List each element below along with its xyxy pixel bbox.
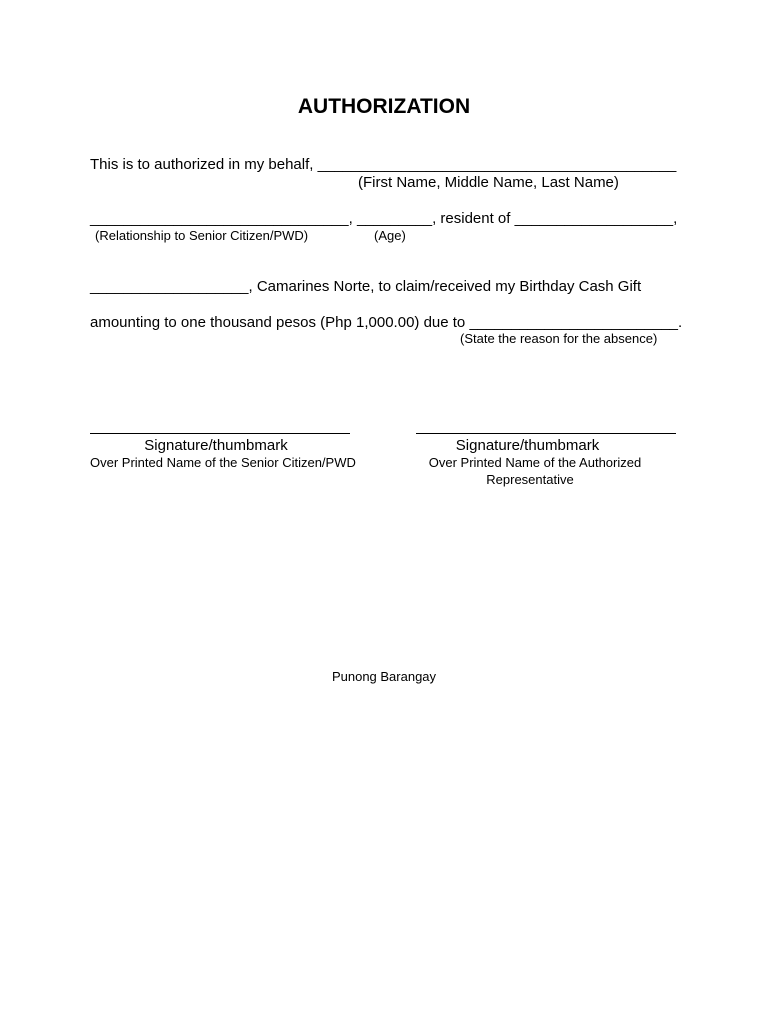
- senior-citizen-printed-name-label: Over Printed Name of the Senior Citizen/PWD: [90, 455, 356, 470]
- representative-signature-line: [416, 433, 676, 434]
- authorization-line-3: [90, 279, 641, 294]
- senior-citizen-signature-line: [90, 433, 350, 434]
- document-title: AUTHORIZATION: [297, 95, 471, 118]
- relationship-blank: _______________________________: [90, 210, 349, 227]
- separator: ,: [348, 210, 357, 227]
- authorized-person-name-blank: ___________________________________________: [317, 156, 677, 173]
- representative-printed-name-label-1: Over Printed Name of the Authorized: [428, 455, 642, 470]
- reason-caption: (State the reason for the absence): [460, 331, 658, 346]
- age-blank: _________: [356, 210, 433, 227]
- authorization-line-4: [90, 315, 682, 330]
- line-end-comma: ,: [673, 210, 678, 227]
- authorization-intro-text: This is to authorized in my behalf,: [90, 156, 318, 173]
- reason-blank: _________________________: [469, 314, 679, 331]
- amount-text: amounting to one thousand pesos (Php 1,000.00) due to: [90, 314, 470, 331]
- authorization-line-1: [90, 157, 676, 172]
- resident-of-text: , resident of: [432, 210, 515, 227]
- representative-signature-label: Signature/thumbmark: [455, 437, 600, 454]
- barangay-blank: ___________________: [90, 278, 249, 295]
- punong-barangay-label: Punong Barangay: [331, 669, 437, 684]
- residence-blank: ___________________: [514, 210, 674, 227]
- senior-citizen-signature-label: Signature/thumbmark: [144, 437, 288, 454]
- age-caption: (Age): [374, 228, 406, 243]
- representative-printed-name-label-2: Representative: [486, 472, 574, 487]
- name-field-caption: (First Name, Middle Name, Last Name): [358, 174, 619, 191]
- authorization-line-2: [90, 211, 677, 226]
- claim-text: , Camarines Norte, to claim/received my Birthday Cash Gift: [248, 278, 642, 295]
- line-end-period: .: [678, 314, 683, 331]
- relationship-caption: (Relationship to Senior Citizen/PWD): [95, 228, 309, 243]
